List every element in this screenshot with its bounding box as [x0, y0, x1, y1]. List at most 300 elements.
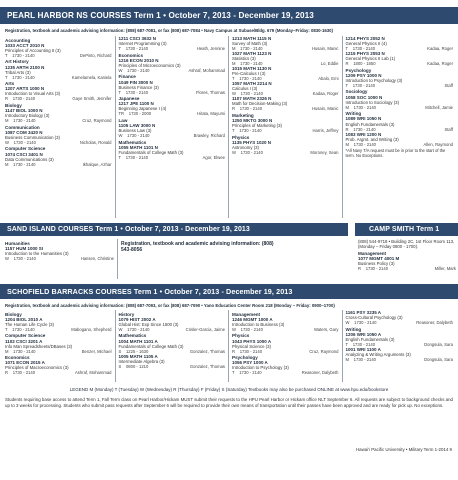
course-day: W [5, 139, 9, 145]
course-schedule [119, 133, 226, 138]
pearl-harbor-course-columns [2, 36, 456, 218]
course-instructor: Dongsula, Sara [424, 341, 453, 347]
course-title: Business Communication (3) [5, 134, 60, 140]
course-code: 1049 FIN 3000 N [118, 79, 153, 85]
course-day: T [232, 370, 235, 376]
course-title: Principles of Macroeconomics (3) [5, 365, 69, 371]
course-schedule [119, 46, 226, 51]
course-instructor: Lo, Eddie [320, 61, 339, 67]
course-code: 1033 ACCT 2010 N [5, 42, 45, 48]
course-day: M [232, 61, 236, 67]
course-instructor: Harris, Jeffrey [312, 128, 339, 134]
course-instructor: Benzer, Michael [81, 348, 112, 354]
course-code: 1102 CSCI 3201 A [5, 338, 43, 344]
course-title: Beginning Japanese I (4) [118, 106, 167, 112]
course-listing [346, 51, 454, 66]
category-label: Economics [5, 355, 30, 361]
course-time: 1730 - 2140 [13, 118, 36, 124]
course-day: R [5, 370, 9, 376]
course-schedule [5, 162, 112, 167]
course-schedule [5, 349, 112, 354]
course-schedule [5, 370, 112, 375]
sand-island-header [0, 223, 348, 236]
category-label: Biology [5, 102, 22, 108]
course-time: 1730 - 2140 [352, 341, 376, 347]
course-schedule [346, 320, 454, 325]
course-title: Introduction to Psychology (3) [232, 365, 289, 371]
course-title: Principles of Accounting II (3) [5, 47, 61, 53]
course-column [116, 310, 230, 382]
course-day: W [118, 67, 123, 73]
course-day: W [118, 326, 123, 332]
course-title: English Fundamentals (3) [345, 336, 395, 342]
pearl-harbor-header [0, 7, 458, 24]
course-time: 1730 - 2140 [13, 161, 36, 167]
course-code: 1246 MGMT 1000 A [232, 316, 273, 322]
course-code: 1005 MATH 1105 A [118, 353, 158, 359]
category-label: History [118, 311, 135, 317]
course-code: 1209 PSY 1000 N [345, 72, 382, 78]
course-listing [5, 152, 112, 167]
course-code: 1161 PSY 3235 A [345, 310, 382, 315]
course-instructor: Heath, Jennine [196, 46, 225, 52]
course-time: 1730 - 2140 [353, 356, 377, 362]
course-time: 1730 - 2140 [12, 96, 36, 102]
course-listing [232, 81, 339, 96]
course-listing [346, 36, 454, 51]
schofield-header [0, 284, 458, 299]
course-code: 1077 MGMT 4001 M [358, 255, 400, 261]
course-listing [5, 317, 112, 332]
course-day: M [5, 161, 9, 167]
course-title: Business Law (3) [118, 128, 152, 134]
category-label: Writing [345, 326, 362, 332]
course-code: 1079 HIST 2002 A [118, 316, 156, 322]
course-instructor: Moroney, Sean [310, 150, 339, 156]
course-time: 1730 - 2140 [125, 155, 149, 161]
course-title: Introduction to the Humanities (3) [5, 250, 69, 256]
course-listing [346, 347, 454, 362]
course-day: T [118, 155, 122, 161]
course-time: 1730 - 2140 [12, 52, 35, 58]
course-schedule [119, 364, 226, 369]
course-instructor: Cruz, Raymond [82, 118, 112, 124]
course-day: W [232, 326, 236, 332]
course-code: 1157 HUM 1000 SI [5, 245, 44, 251]
course-day: W [232, 91, 236, 97]
course-time: 1730 - 2140 [127, 67, 150, 73]
schofield-course-columns [2, 310, 456, 382]
course-time: 1730 - 2140 [240, 61, 263, 67]
course-instructor: Staff [444, 126, 453, 132]
course-time: 1730 - 2140 [125, 46, 149, 52]
course-time: 1730 - 2140 [352, 46, 376, 52]
course-schedule [346, 83, 454, 88]
course-schedule [346, 142, 454, 147]
course-time: 1730 - 2140 [353, 126, 376, 132]
course-title: Astronomy (3) [232, 145, 259, 151]
course-instructor: Mabogano, Shepherd [71, 326, 112, 332]
course-code: 1089 WRI 1050 N [345, 116, 382, 122]
course-listing [232, 140, 339, 155]
course-instructor: Kadaa, Roger [427, 46, 453, 52]
course-code: 1083 WRI 1200 N [345, 131, 382, 137]
course-time: 1730 - 2140 [354, 320, 377, 326]
course-time: 1730 - 2140 [12, 370, 36, 376]
course-listing [5, 360, 112, 375]
course-code: 1206 WRI 1050 A [345, 331, 382, 337]
course-title: Intermediate Algebra (3) [118, 358, 165, 364]
course-instructor: Nicholas, Ronald [79, 139, 112, 145]
course-code: 1147 BIOL 1000 N [5, 108, 43, 114]
course-schedule [5, 96, 112, 101]
course-column [116, 36, 230, 218]
course-time: 1730 - 2140 [13, 139, 36, 145]
schofield-title: SCHOFIELD BARRACKS COURSES Term 1 • October 7, 2013 - December 19, 2013 [7, 287, 293, 296]
course-instructor: Flores, Thomas [195, 89, 225, 95]
category-label: Mathematics [118, 139, 147, 145]
course-listing [5, 339, 112, 354]
course-listing [232, 317, 339, 332]
course-time: 1730 - 2140 [240, 91, 263, 97]
course-code: 1071 ECON 2015 A [5, 360, 45, 366]
course-day: R [345, 126, 349, 132]
course-time: 1730 - 2140 [127, 133, 150, 139]
category-label: Sociology [345, 89, 368, 95]
course-day: M [5, 118, 9, 124]
category-label: Computer Science [5, 333, 46, 339]
course-instructor: Husain, Manic [311, 46, 339, 52]
course-code: 1214 PHYS 2052 N [345, 36, 385, 41]
course-title: Introduction to Visual Arts (3) [5, 91, 61, 97]
course-time: 1730 - 2140 [240, 150, 263, 156]
course-day: M [345, 141, 349, 147]
course-title: Introduction to Business (3) [232, 321, 285, 327]
course-time: 1730 - 2140 [12, 326, 35, 332]
course-instructor: Miller, Mark [434, 265, 456, 271]
camp-smith-header [355, 223, 458, 236]
course-time: 1730 - 2140 [127, 326, 150, 332]
course-title: Math for Decision-Making (3) [232, 101, 288, 107]
course-listing [5, 108, 112, 123]
schofield-registration: Registration, textbook and academic advising information: (808) 687-7093, or fax (808) 687-7090 • Yano Education Center Room 218 (Monday – Friday: 0900–1700) [5, 303, 335, 308]
course-listing [232, 36, 339, 51]
category-label: Humanities [5, 240, 30, 246]
course-code: 1057 MATH 2214 N [232, 81, 272, 87]
sand-island-registration [118, 239, 350, 279]
course-title: Analyzing & Writing Arguments (3) [345, 351, 411, 357]
course-instructor: Gonzalez, Thomas [189, 363, 225, 369]
course-code: 1235 ARTH 2100 N [5, 64, 45, 70]
course-instructor: Hansen, Christine [80, 255, 114, 261]
course-instructor: Ikhalque, Azhar [82, 161, 112, 167]
course-title: General Physics II Lab (1) [345, 56, 396, 62]
course-schedule [232, 327, 339, 332]
course-code: 1055 MATH 1101 N [118, 144, 158, 150]
course-code: 1043 PHYS 1000 A [232, 338, 272, 344]
course-column [229, 310, 343, 382]
course-code: 1074 CSCI 3401 N [5, 151, 43, 157]
course-schedule [346, 357, 454, 362]
course-listing [346, 95, 454, 110]
category-label: Mathematics [118, 333, 147, 339]
course-listing [346, 116, 454, 131]
course-schedule [232, 349, 339, 354]
course-listing [232, 118, 339, 133]
course-time: 1730 - 2140 [13, 348, 36, 354]
course-code: 1056 PSY 1000 A [232, 360, 268, 366]
course-column [229, 36, 343, 218]
course-day: W [118, 133, 123, 139]
category-label: Finance [118, 74, 136, 80]
course-title: Cross-Cultural Psychology (3) [345, 315, 403, 321]
course-title: Pre-Calculus I (3) [232, 71, 266, 77]
course-column [343, 36, 457, 218]
course-listing [5, 86, 112, 101]
course-listing [232, 96, 339, 111]
course-schedule [358, 266, 456, 271]
course-day: R [345, 61, 349, 67]
course-listing [119, 145, 226, 160]
course-instructor: Allen, Raymond [423, 141, 453, 147]
course-title: Physical Science (3) [232, 343, 271, 349]
course-code: 1215 PHYS 2053 N [345, 51, 385, 57]
course-instructor: Reasoner, Dalybeth [416, 320, 453, 326]
course-schedule [119, 111, 226, 116]
course-time: 0800 - 1210 [125, 363, 149, 369]
course-title: Introductory Biology (3) [5, 113, 50, 119]
course-schedule [346, 61, 454, 66]
category-label: Psychology [232, 355, 258, 361]
course-day: W [345, 320, 350, 326]
course-instructor: Husain, Manic [311, 106, 339, 112]
course-time: 1225 - 1630 [125, 348, 149, 354]
course-listing [119, 36, 226, 51]
course-day: R [232, 106, 236, 112]
course-day: R [232, 348, 236, 354]
course-title: Global Hist: Exp Since 1500 (3) [118, 321, 179, 327]
course-column [343, 310, 457, 382]
course-schedule [232, 128, 339, 133]
course-schedule [5, 256, 114, 261]
course-instructor: Hirata, Mayumi [196, 111, 225, 117]
course-schedule [5, 118, 112, 123]
course-schedule [5, 327, 112, 332]
course-code: 1213 MATH 1115 N [232, 36, 272, 41]
course-code: 1004 MATH 1101 A [118, 338, 158, 344]
category-label: Physics [232, 333, 250, 339]
course-title: Calculus I (3) [232, 86, 258, 92]
course-day: T [5, 52, 8, 58]
category-label: Management [358, 250, 387, 256]
course-schedule [119, 155, 226, 160]
course-instructor: Staff [444, 82, 453, 88]
pearl-harbor-registration: Registration, textbook and academic advising information: (808) 687-7081, or fax (808) 687-7084 • Navy Campus at Subase/Bldg. 679 (Monday–Friday: 0830-1630) [5, 28, 333, 33]
course-day: M [345, 356, 349, 362]
course-code: 1204 BIOL 2010 A [5, 316, 43, 322]
course-day: S [118, 363, 122, 369]
course-listing [5, 65, 112, 80]
course-title: Introduction to Sociology (3) [345, 99, 400, 105]
course-instructor: Waters, Gary [313, 326, 339, 332]
course-code: 1217 JPE 1100 N [118, 101, 154, 107]
course-code: 1216 ECON 2010 N [118, 57, 159, 63]
course-code: 1015 MATH 1130 N [232, 66, 272, 72]
course-code: 1001 WRI 1100 A [345, 346, 381, 352]
course-instructor: Reasoner, Dalybeth [301, 370, 339, 376]
course-time: 1730 - 2140 [239, 370, 262, 376]
course-schedule [232, 106, 339, 111]
course-day: T [345, 82, 349, 88]
course-time: 1730 - 2140 [125, 89, 149, 95]
course-title: Principles of Marketing (3) [232, 123, 282, 129]
category-label: Arts [5, 81, 15, 87]
course-listing [119, 339, 226, 354]
category-label: Physics [232, 134, 250, 140]
course-day: R [358, 265, 362, 271]
camp-smith-reg-text: (808) 544-9718 • Building 2C, 1st Floor Room 113, (Monday – Friday 0800 - 1700). [358, 239, 455, 249]
course-instructor: Mitchell, Jamie [425, 104, 453, 110]
course-title: Business Policy (3) [358, 260, 395, 266]
course-title: Tribal Arts (3) [5, 69, 31, 75]
course-schedule [119, 90, 226, 95]
course-title: Info Man Spreadsheets/DBases (3) [5, 343, 73, 349]
course-time: 1730 - 2140 [353, 104, 377, 110]
course-title: Data Communications (3) [5, 156, 54, 162]
course-day: T [232, 76, 235, 82]
course-time: 1730 - 2140 [365, 265, 389, 271]
course-day: M [5, 348, 9, 354]
category-label: Biology [5, 311, 22, 317]
course-day: TR [118, 111, 125, 117]
course-title: Prob. Argmt. and Writing (3) [345, 136, 399, 142]
course-listing [232, 66, 339, 81]
course-title: English Fundamentals (3) [345, 121, 395, 127]
course-time: 1730 - 2000 [128, 111, 152, 117]
course-listing [346, 332, 454, 347]
course-listing [232, 51, 339, 66]
course-time: 1730 - 2140 [239, 106, 263, 112]
course-time: 1730 - 2140 [240, 326, 263, 332]
course-time: 1800 - 1850 [353, 61, 376, 67]
course-title: General Physics II (4) [345, 41, 387, 47]
camp-smith-section [358, 239, 456, 271]
course-title: Internet Programming (3) [118, 41, 167, 47]
schedule-legend: LEGEND M (Monday) T (Tuesday) W (Wednesday) R (Thursday) F (Friday) S (Saturday) Textbooks may also be purchased ONLINE at www.hpu.edu/bookstore [69, 387, 389, 392]
category-label: Communication [5, 124, 40, 130]
course-listing [119, 58, 226, 73]
category-label: Psychology [345, 67, 372, 73]
category-label: Writing [345, 111, 362, 117]
course-listing [119, 354, 226, 369]
course-day: T [345, 341, 349, 347]
course-listing [119, 317, 226, 332]
course-instructor: Gonzalez, Thomas [189, 348, 225, 354]
course-schedule [232, 150, 339, 155]
course-schedule [346, 105, 454, 110]
course-code: 1058 SOC 1000 N [345, 94, 383, 100]
page-footer: Hawai'i Pacific University • Military Term 1-2014 9 [356, 447, 452, 452]
course-title: Introduction to Psychology (3) [345, 77, 403, 83]
course-code: 1087 COM 3420 N [5, 129, 43, 135]
course-day: W [5, 255, 9, 261]
course-listing [119, 80, 226, 95]
course-time: 1730 - 2140 [239, 128, 262, 134]
course-instructor: Gaye Smith, Jennifer [72, 96, 112, 102]
category-label: Computer Science [5, 146, 46, 152]
course-code: 1027 MATH 1123 N [232, 51, 272, 57]
course-day: T [345, 46, 349, 52]
course-title: Fundamentals of College Math (3) [118, 150, 184, 156]
course-schedule [119, 68, 226, 73]
course-instructor: DePinto, Richard [79, 52, 112, 58]
course-time: 1730 - 2140 [12, 74, 35, 80]
course-day: T [5, 326, 8, 332]
sand-island-course [2, 239, 118, 279]
course-code: 1107 MATH 2326 N [232, 96, 272, 102]
course-day: M [345, 104, 349, 110]
course-listing [119, 123, 226, 138]
course-instructor: Abalo, Emi [318, 76, 339, 82]
course-listing [232, 360, 339, 375]
course-listing [346, 132, 454, 147]
category-label: Economics [118, 52, 144, 58]
course-instructor: Brawley, Richard [193, 133, 225, 139]
course-listing [119, 101, 226, 116]
course-code: 1207 ARTS 1000 N [5, 86, 45, 92]
navy-ta-note: *All Navy T/A request must be in prior to the start of the term. No Exceptions. [345, 147, 446, 158]
course-listing [232, 339, 339, 354]
course-code: 1211 CSCI 3632 N [118, 36, 157, 41]
sand-island-reg-text: Registration, textbook and academic advising information: (808) 543-8056 [121, 241, 274, 253]
course-schedule [232, 370, 339, 375]
course-instructor: Kamelamela, Kaniela [71, 74, 112, 80]
category-label: Japanese [118, 96, 140, 102]
course-code: 1250 MKTG 3000 N [232, 118, 273, 124]
course-day: T [232, 128, 235, 134]
course-column [2, 36, 116, 218]
course-day: S [118, 348, 122, 354]
course-listing [5, 43, 112, 58]
course-listing [346, 310, 454, 325]
course-instructor: Cruz, Raymond [309, 348, 339, 354]
sand-island-columns [2, 239, 350, 279]
course-day: T [5, 74, 8, 80]
category-label: Management [232, 311, 261, 317]
category-label: Art History [5, 59, 29, 65]
course-title: The Human Life Cycle (3) [5, 321, 54, 327]
course-time: 1730 - 2140 [13, 255, 36, 261]
course-instructor: Agor, Elwee [202, 155, 225, 161]
course-listing [5, 130, 112, 145]
course-title: Survey of Math (3) [232, 41, 268, 47]
category-label: Marketing [232, 112, 254, 118]
course-instructor: Ashraf, Mohammad [188, 67, 225, 73]
course-instructor: Ashraf, Mohammad [74, 370, 112, 376]
category-label: Law [118, 117, 128, 123]
course-title: Principles of Microeconomics (3) [118, 62, 181, 68]
course-day: R [5, 96, 9, 102]
pearl-harbor-title: PEARL HARBOR NS COURSES Term 1 • October 7, 2013 - December 19, 2013 [7, 11, 314, 20]
course-code: 1135 PHYS 1020 N [232, 139, 272, 145]
course-day: M [232, 46, 236, 52]
course-day: W [232, 150, 236, 156]
course-day: T [118, 89, 122, 95]
course-day: T [118, 46, 122, 52]
sand-island-title: SAND ISLAND COURSES Term 1 • October 7, 2013 - December 19, 2013 [7, 225, 250, 233]
course-time: 1730 - 2140 [239, 348, 263, 354]
course-instructor: Crisler-Garcia, Jaime [185, 326, 225, 332]
